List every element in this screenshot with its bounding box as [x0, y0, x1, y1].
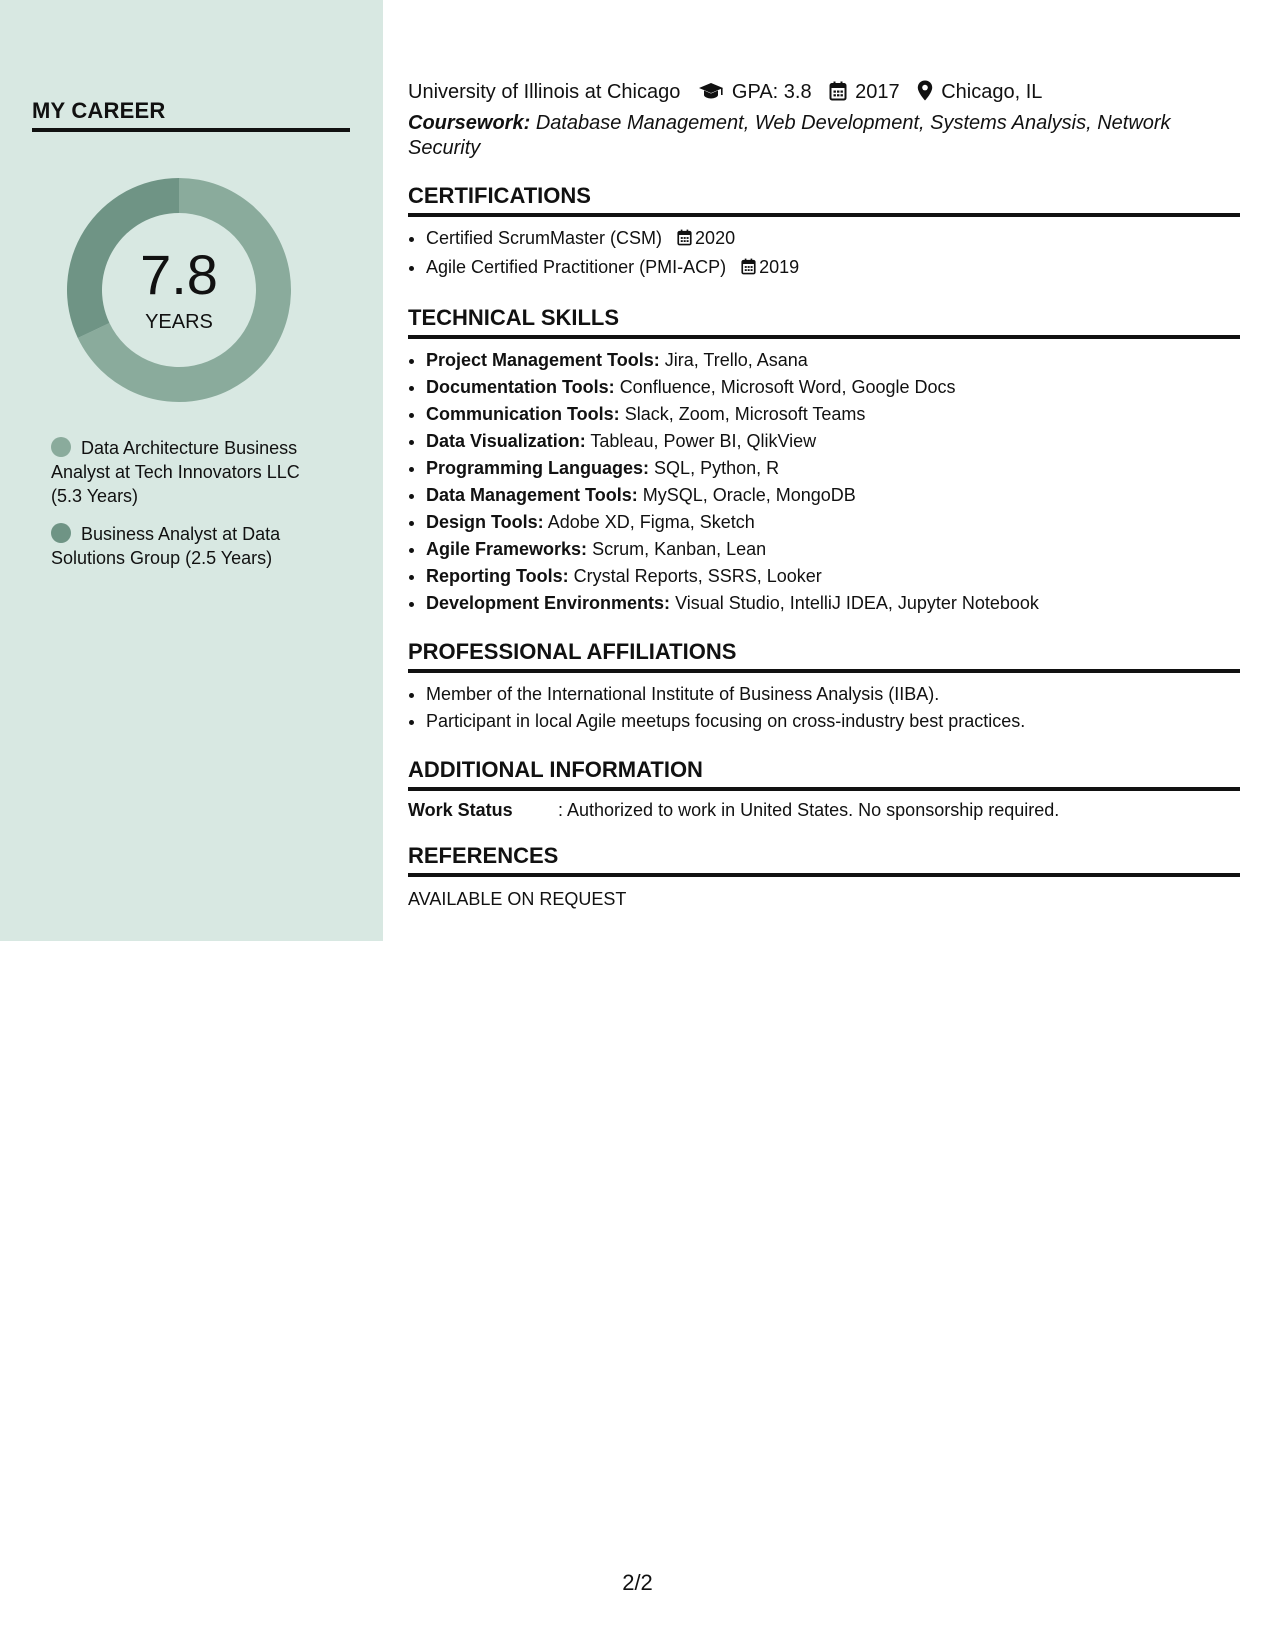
school-name: University of Illinois at Chicago [408, 81, 681, 103]
list-item [426, 428, 1240, 455]
graduation-year: 2017 [855, 81, 900, 103]
list-item [426, 374, 1240, 401]
calendar-icon [741, 256, 756, 283]
skill-value: Confluence, Microsoft Word, Google Docs [619, 377, 956, 397]
list-item: • Member of the International Institute of Business Analysis (IIBA). [426, 681, 1240, 708]
total-years-value: 7.8 [140, 243, 218, 306]
skill-value: Adobe XD, Figma, Sketch [547, 512, 755, 532]
skill-label: Reporting Tools: [426, 566, 569, 586]
gpa: GPA: 3.8 [731, 81, 812, 103]
work-status-row [408, 800, 1240, 821]
certifications-title: CERTIFICATIONS [408, 183, 1240, 217]
list-item [426, 536, 1240, 563]
coursework-list: Database Management, Web Development, Systems Analysis, Network Security [408, 112, 1171, 159]
skill-label: Programming Languages: [426, 458, 650, 478]
page-number: 2/2 [622, 1570, 653, 1595]
graduation-cap-icon [698, 81, 724, 109]
references-text: AVAILABLE ON REQUEST [408, 889, 627, 909]
certifications-list [408, 225, 1240, 283]
list-item: • Participant in local Agile meetups focusing on cross-industry best practices. [426, 708, 1240, 735]
list-item [426, 347, 1240, 374]
location: Chicago, IL [941, 81, 1043, 103]
skill-label: Agile Frameworks: [426, 539, 588, 559]
legend-dot-icon [51, 437, 71, 457]
references-title: REFERENCES [408, 843, 1240, 877]
career-legend [51, 436, 331, 584]
career-donut-chart [66, 177, 292, 403]
skill-value: Visual Studio, IntelliJ IDEA, Jupyter Notebook [675, 593, 1039, 613]
list-item [426, 590, 1240, 617]
legend-label: Data Architecture Business Analyst at Tech Innovators LLC (5.3 Years) [51, 438, 300, 506]
education-line [408, 78, 1240, 109]
affiliations-list [408, 681, 1240, 735]
location-pin-icon [917, 80, 933, 109]
skill-value: Slack, Zoom, Microsoft Teams [624, 404, 866, 424]
career-heading: MY CAREER [32, 98, 350, 132]
skill-value: MySQL, Oracle, MongoDB [642, 485, 856, 505]
work-status-label: Work Status [408, 800, 513, 820]
list-item [426, 225, 1240, 254]
skill-label: Data Management Tools: [426, 485, 638, 505]
certification-year: 2020 [695, 228, 736, 248]
list-item [426, 563, 1240, 590]
legend-label: Business Analyst at Data Solutions Group (2.5 Years) [51, 524, 281, 568]
skills-title: TECHNICAL SKILLS [408, 305, 1240, 339]
list-item [426, 401, 1240, 428]
sidebar [0, 0, 383, 941]
legend-dot-icon [51, 523, 71, 543]
legend-item [51, 522, 331, 570]
certification-year: 2019 [759, 257, 800, 277]
certification-name: Certified ScrumMaster (CSM) [426, 228, 663, 248]
main-content [408, 78, 1240, 910]
total-years-label: YEARS [145, 311, 213, 333]
affiliations-title: PROFESSIONAL AFFILIATIONS [408, 639, 1240, 673]
skill-value: Jira, Trello, Asana [664, 350, 808, 370]
legend-item [51, 436, 331, 508]
skill-label: Documentation Tools: [426, 377, 615, 397]
skill-label: Design Tools: [426, 512, 544, 532]
coursework [408, 111, 1240, 161]
skill-label: Data Visualization: [426, 431, 586, 451]
list-item [426, 482, 1240, 509]
skill-value: Tableau, Power BI, QlikView [590, 431, 817, 451]
skills-list [408, 347, 1240, 617]
skill-label: Communication Tools: [426, 404, 620, 424]
skill-value: Scrum, Kanban, Lean [592, 539, 767, 559]
calendar-icon [677, 227, 692, 254]
additional-info-title: ADDITIONAL INFORMATION [408, 757, 1240, 791]
coursework-label: Coursework: [408, 112, 531, 134]
skill-label: Project Management Tools: [426, 350, 660, 370]
skill-value: SQL, Python, R [654, 458, 780, 478]
list-item [426, 455, 1240, 482]
skill-label: Development Environments: [426, 593, 671, 613]
skill-value: Crystal Reports, SSRS, Looker [573, 566, 822, 586]
list-item [426, 509, 1240, 536]
certification-name: Agile Certified Practitioner (PMI-ACP) [426, 257, 727, 277]
donut-center [66, 177, 292, 403]
list-item [426, 254, 1240, 283]
work-status-value: : Authorized to work in United States. No sponsorship required. [558, 800, 1060, 820]
calendar-icon [829, 81, 847, 109]
